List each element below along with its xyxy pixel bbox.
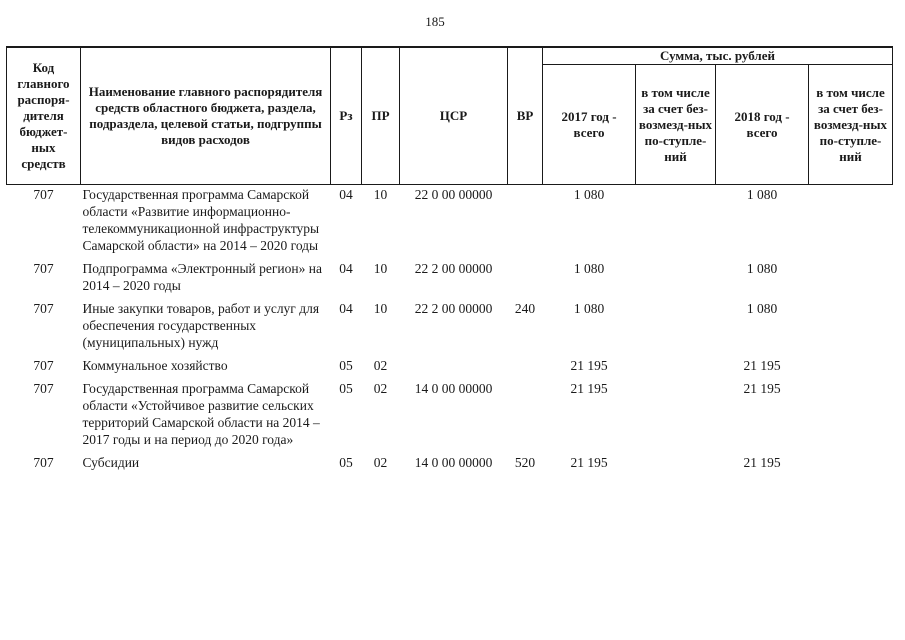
- row-2017-gratuitous: [636, 185, 716, 255]
- header-csr: ЦСР: [400, 47, 508, 185]
- header-2017-total: 2017 год - всего: [543, 65, 636, 185]
- header-sum: Сумма, тыс. рублей: [543, 47, 893, 65]
- row-pr: 02: [373, 381, 388, 396]
- row-2017-total: 21 195: [570, 358, 608, 373]
- row-csr: 14 0 00 00000: [414, 455, 493, 470]
- row-code: 707: [33, 455, 54, 470]
- row-rz: 04: [339, 261, 353, 276]
- row-vr: 520: [514, 455, 536, 470]
- row-2018-total: 21 195: [743, 455, 781, 470]
- row-name: Коммунальное хозяйство: [82, 358, 228, 373]
- row-code: 707: [33, 187, 54, 202]
- row-2018-gratuitous: [809, 185, 893, 255]
- row-2017-gratuitous: [636, 254, 716, 294]
- row-2018-gratuitous: [809, 294, 893, 351]
- row-code: 707: [33, 358, 54, 373]
- row-2017-gratuitous: [636, 448, 716, 471]
- header-rz: Рз: [331, 47, 362, 185]
- row-2018-total: 1 080: [746, 301, 778, 316]
- row-vr: [508, 185, 543, 255]
- row-2017-gratuitous: [636, 351, 716, 374]
- row-vr: [508, 254, 543, 294]
- header-2017-gratuitous: в том числе за счет без-возмезд-ных по-ступле-ний: [636, 65, 716, 185]
- row-pr: 02: [373, 358, 388, 373]
- row-2017-gratuitous: [636, 294, 716, 351]
- row-2017-total: 1 080: [573, 187, 605, 202]
- row-rz: 05: [339, 358, 353, 373]
- row-2017-gratuitous: [636, 374, 716, 448]
- row-rz: 04: [339, 301, 353, 316]
- row-2018-total: 1 080: [746, 187, 778, 202]
- header-pr: ПР: [362, 47, 400, 185]
- row-code: 707: [33, 301, 54, 316]
- table-row: [7, 294, 893, 351]
- row-2018-gratuitous: [809, 351, 893, 374]
- row-rz: 04: [339, 187, 353, 202]
- row-pr: 02: [373, 455, 388, 470]
- header-code: Код главного распоря-дителя бюджет-ных средств: [7, 47, 81, 185]
- row-2017-total: 1 080: [573, 301, 605, 316]
- row-vr: [508, 374, 543, 448]
- budget-table: [6, 46, 893, 471]
- row-2017-total: 21 195: [570, 455, 608, 470]
- row-code: 707: [33, 381, 54, 396]
- row-pr: 10: [373, 301, 388, 316]
- row-2018-total: 21 195: [743, 358, 781, 373]
- row-pr: 10: [373, 261, 388, 276]
- row-csr: [400, 351, 508, 374]
- row-2017-total: 1 080: [573, 261, 605, 276]
- table-row: [7, 254, 893, 294]
- table-row: [7, 185, 893, 255]
- header-name: Наименование главного распорядителя средств областного бюджета, раздела, подраздела, целевой статьи, подгруппы видов расходов: [81, 47, 331, 185]
- row-csr: 22 0 00 00000: [414, 187, 493, 202]
- table-row: [7, 351, 893, 374]
- row-csr: 14 0 00 00000: [414, 381, 493, 396]
- header-vr: ВР: [508, 47, 543, 185]
- row-csr: 22 2 00 00000: [414, 301, 493, 316]
- row-vr: [508, 351, 543, 374]
- table-row: [7, 448, 893, 471]
- row-name: Субсидии: [82, 455, 140, 470]
- header-2018-total: 2018 год - всего: [716, 65, 809, 185]
- row-2018-gratuitous: [809, 254, 893, 294]
- row-rz: 05: [339, 381, 353, 396]
- row-name: Государственная программа Самарской области «Устойчивое развитие сельских территорий Самарской области на 2014 – 2017 годы и на период до 2020 года»: [82, 381, 320, 447]
- row-name: Подпрограмма «Электронный регион» на 2014 – 2020 годы: [82, 261, 322, 293]
- row-2018-gratuitous: [809, 374, 893, 448]
- row-name: Государственная программа Самарской области «Развитие информационно-телекоммуникационной инфраструктуры Самарской области» на 2014 – 2020 годы: [82, 187, 320, 253]
- row-vr: 240: [514, 301, 536, 316]
- row-2018-total: 1 080: [746, 261, 778, 276]
- row-2018-total: 21 195: [743, 381, 781, 396]
- header-2018-gratuitous: в том числе за счет без-возмезд-ных по-ступле-ний: [809, 65, 893, 185]
- row-pr: 10: [373, 187, 388, 202]
- page-number: 185: [425, 14, 445, 29]
- row-code: 707: [33, 261, 54, 276]
- row-rz: 05: [339, 455, 353, 470]
- row-name: Иные закупки товаров, работ и услуг для обеспечения государственных (муниципальных) нужд: [82, 301, 320, 350]
- row-2018-gratuitous: [809, 448, 893, 471]
- row-csr: 22 2 00 00000: [414, 261, 493, 276]
- table-row: [7, 374, 893, 448]
- row-2017-total: 21 195: [570, 381, 608, 396]
